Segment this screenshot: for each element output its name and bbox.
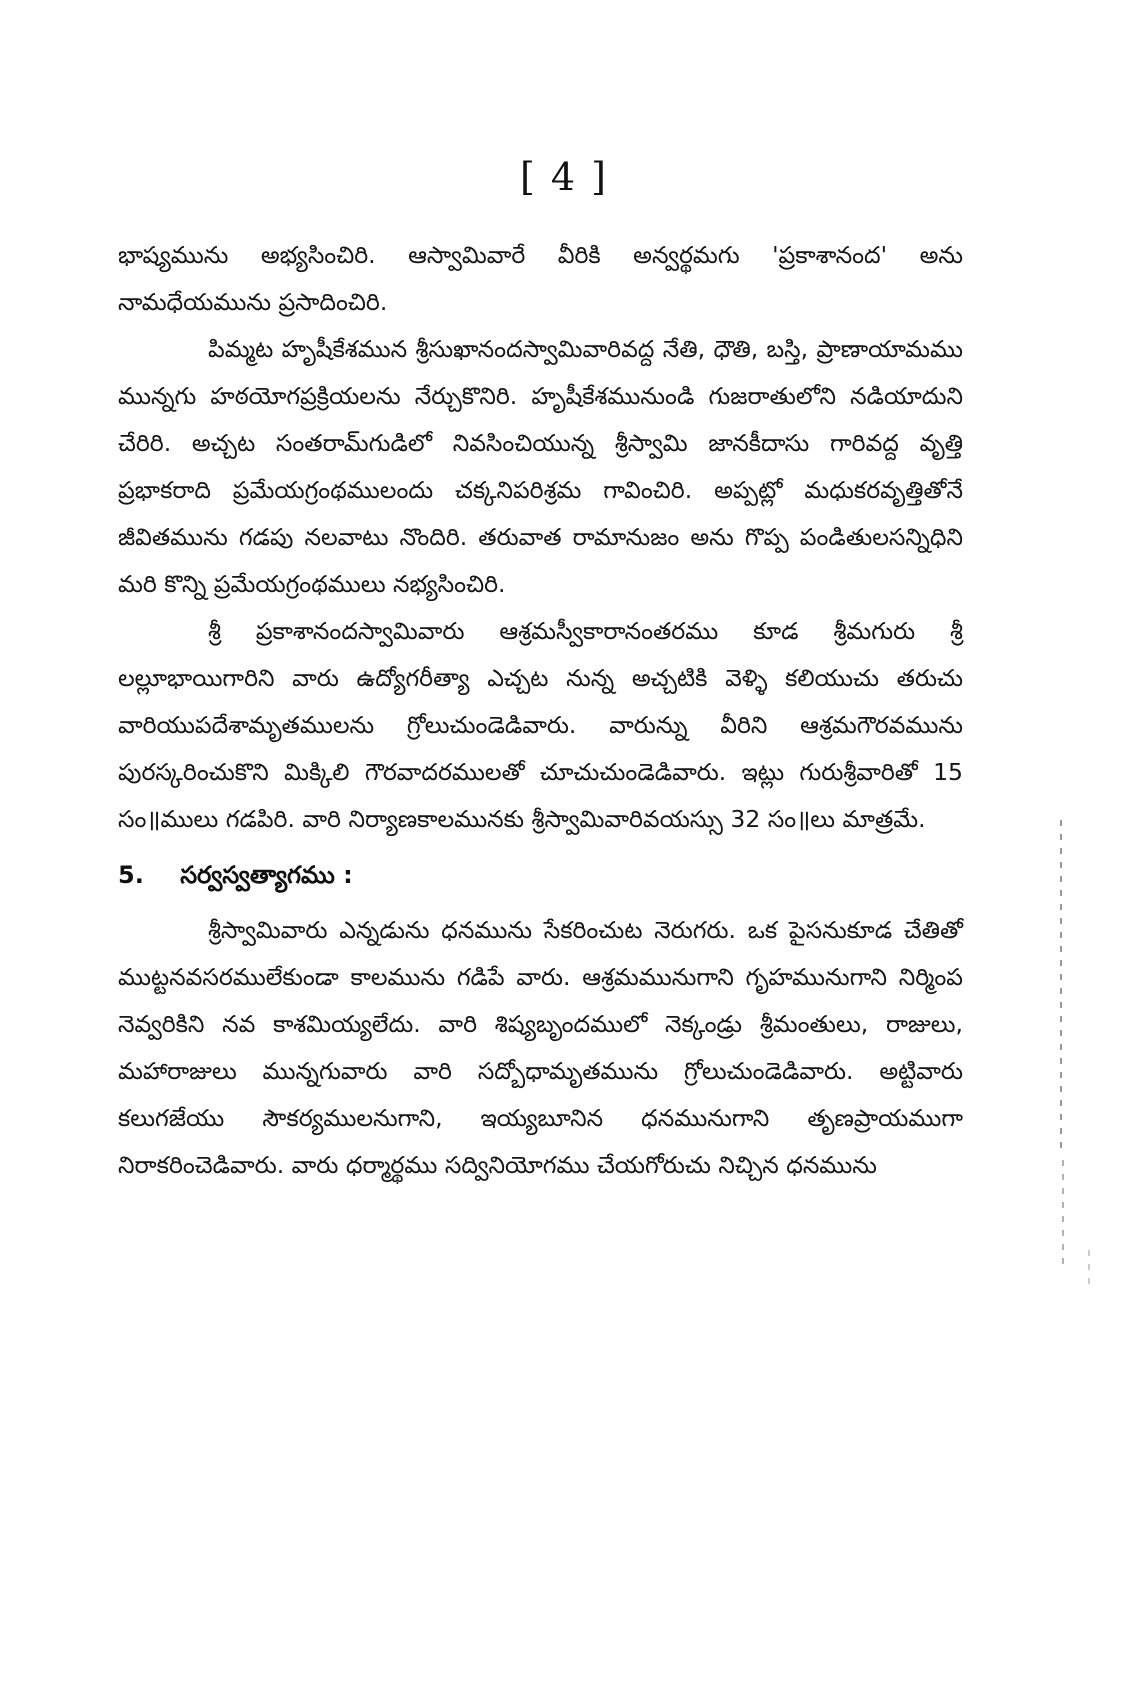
page-number: [ 4 ]	[520, 155, 608, 199]
scan-edge-artifact	[1060, 820, 1062, 1150]
paragraph: శ్రీ ప్రకాశానందస్వామివారు ఆశ్రమస్వీకారానంతరము కూడ శ్రీమగురు శ్రీ లల్లూభాయిగారిని వారు ఉద్యోగరీత్యా ఎచ్చట నున్న అచ్చటికి వెళ్ళి కలియుచు తరుచు వారియుపదేశామృతములను గ్రోలుచుండెడివారు. వారున్ను వీరిని ఆశ్రమగౌరవమును పురస్కరించుకొని మిక్కిలి గౌరవాదరములతో చూచుచుండెడివారు. ఇట్లు గురుశ్రీవారితో 15 సం॥ములు గడపిరి. వారి నిర్యాణకాలమునకు శ్రీస్వామివారివయస్సు 32 సం॥లు మాత్రమే.	[118, 617, 963, 833]
scan-edge-artifact	[1088, 1250, 1090, 1290]
section-number: 5.	[118, 861, 144, 889]
body-text	[118, 232, 963, 1189]
section-heading	[118, 853, 963, 897]
scan-edge-artifact	[1062, 1160, 1064, 1270]
section-title: సర్వస్వత్యాగము :	[180, 861, 353, 889]
paragraph: పిమ్మట హృషీకేశమున శ్రీసుఖానందస్వామివారివద్ద నేతి, ధౌతి, బస్తి, ప్రాణాయామము మున్నగు హఠయోగప్రక్రియలను నేర్చుకొనిరి. హృషీకేశమునుండి గుజరాతులోని నడియాదుని చేరిరి. అచ్చట సంతరామ్‌గుడిలో నివసించియున్న శ్రీస్వామి జానకీదాసు గారివద్ద వృత్తి ప్రభాకరాది ప్రమేయగ్రంథములందు చక్కనిపరిశ్రమ గావించిరి. అప్పట్లో మధుకరవృత్తితోనే జీవితమును గడపు నలవాటు నొందిరి. తరువాత రామానుజం అను గొప్ప పండితులసన్నిధిని మరి కొన్ని ప్రమేయగ్రంథములు నభ్యసించిరి.	[118, 335, 963, 598]
paragraph: శ్రీస్వామివారు ఎన్నడును ధనమును సేకరించుట నెరుగరు. ఒక పైసనుకూడ చేతితో ముట్టనవసరములేకుండా కాలమును గడిపే వారు. ఆశ్రమమునుగాని గృహమునుగాని నిర్మింప నెవ్వరికిని నవ కాశమియ్యలేదు. వారి శిష్యబృందములో నెక్కండ్రు శ్రీమంతులు, రాజులు, మహారాజులు మున్నగువారు వారి సద్బోధామృతమును గ్రోలుచుండెడివారు. అట్టివారు కలుగజేయు సౌకర్యములనుగాని, ఇయ్యబూనిన ధనమునుగాని తృణప్రాయముగా నిరాకరించెడివారు. వారు ధర్మార్థము సద్వినియోగము చేయగోరుచు నిచ్చిన ధనమును	[118, 916, 963, 1179]
paragraph: భాష్యమును అభ్యసించిరి. ఆస్వామివారే వీరికి అన్వర్థమగు 'ప్రకాశానంద' అను నామధేయమును ప్రసాదించిరి.	[118, 241, 963, 316]
